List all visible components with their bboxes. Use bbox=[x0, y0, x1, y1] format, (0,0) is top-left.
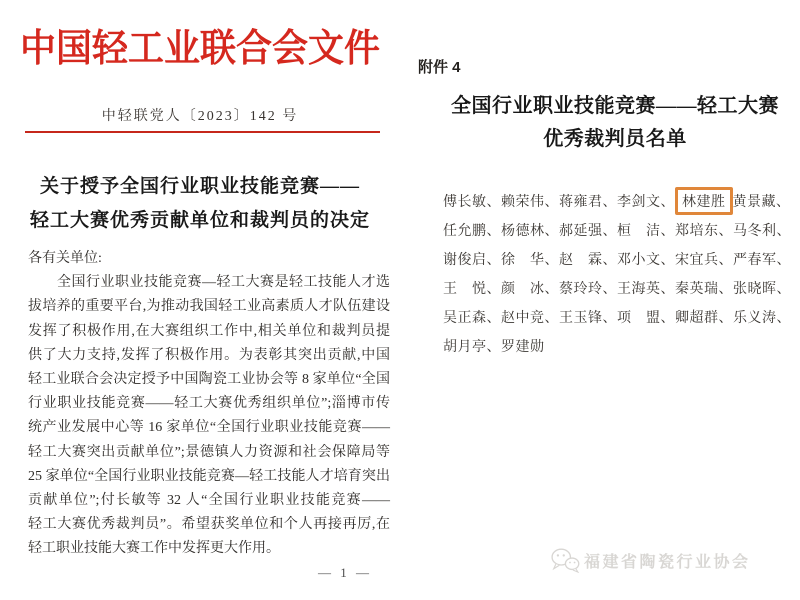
attachment-title bbox=[435, 90, 795, 156]
judge-name: 任允鹏、 bbox=[443, 223, 501, 239]
judge-name-row bbox=[443, 331, 790, 360]
judge-name: 蒋雍君、 bbox=[559, 194, 617, 210]
judge-name: 严春军、 bbox=[733, 252, 791, 268]
document-title-line1: 关于授予全国行业职业技能竞赛—— bbox=[39, 176, 360, 197]
wechat-icon bbox=[550, 547, 580, 573]
judge-name-row bbox=[443, 273, 790, 302]
judge-name: 秦英瑞、 bbox=[675, 281, 733, 297]
document-title-line2: 轻工大赛优秀贡献单位和裁判员的决定 bbox=[29, 210, 370, 231]
red-divider-line bbox=[25, 131, 380, 133]
document-title bbox=[10, 170, 390, 238]
judge-name: 王 悦、 bbox=[443, 281, 501, 297]
document-reference-number: 中轻联党人〔2023〕142 号 bbox=[101, 109, 299, 124]
judge-name: 蔡玲玲、 bbox=[559, 281, 617, 297]
body-text-line: 供了大力支持,发挥了积极作用。为表彰其突出贡献,中国 bbox=[28, 347, 390, 363]
judge-name: 黄景藏、 bbox=[732, 194, 791, 210]
body-text-line: 行业职业技能竞赛——轻工大赛优秀组织单位”;淄博市传 bbox=[28, 396, 390, 412]
attachment-title-line1: 全国行业职业技能竞赛——轻工大赛 bbox=[451, 95, 779, 117]
document-page-right bbox=[400, 0, 800, 600]
judge-name: 吴正森、 bbox=[443, 310, 501, 326]
judge-name: 谢俊启、 bbox=[443, 252, 501, 268]
judges-name-list bbox=[443, 186, 790, 360]
document-body bbox=[28, 247, 390, 562]
judge-name: 王海英、 bbox=[617, 281, 675, 297]
body-text-line: 轻工职业技能大赛工作中发挥更大作用。 bbox=[28, 541, 280, 557]
judge-name: 马冬利、 bbox=[733, 223, 791, 239]
body-text-line: 25 家单位“全国行业职业技能竞赛—轻工技能人才培育突出 bbox=[28, 468, 390, 484]
highlighted-judge-name: 林建胜 bbox=[675, 187, 733, 215]
judge-name: 杨德林、 bbox=[501, 223, 559, 239]
watermark-text: 福建省陶瓷行业协会 bbox=[584, 553, 751, 571]
body-text-line: 贡献单位”;付长敏等 32 人“全国行业职业技能竞赛—— bbox=[28, 493, 390, 509]
body-text-line: 轻工业联合会决定授予中国陶瓷工业协会等 8 家单位“全国 bbox=[28, 372, 390, 388]
judge-name: 张晓晖、 bbox=[733, 281, 791, 297]
body-text-line: 发挥了积极作用,在大赛组织工作中,相关单位和裁判员提 bbox=[28, 323, 390, 339]
judge-name: 徐 华、 bbox=[501, 252, 559, 268]
judge-name: 傅长敏、 bbox=[443, 194, 501, 210]
judge-name: 颜 冰、 bbox=[501, 281, 559, 297]
judge-name: 赵 霖、 bbox=[559, 252, 617, 268]
body-text-line: 全国行业职业技能竞赛—轻工大赛是轻工技能人才选 bbox=[28, 275, 390, 291]
attachment-title-line2: 优秀裁判员名单 bbox=[543, 128, 687, 150]
document-header-title: 中国轻工业联合会文件 bbox=[19, 26, 380, 70]
body-text-line: 各有关单位: bbox=[28, 251, 102, 266]
judge-name-row bbox=[443, 244, 790, 273]
page-number: — 1 — bbox=[318, 565, 372, 580]
judge-name: 宋宜兵、 bbox=[675, 252, 733, 268]
judge-name: 项 盟、 bbox=[617, 310, 675, 326]
judge-name: 桓 洁、 bbox=[617, 223, 675, 239]
judge-name: 赵中竞、 bbox=[501, 310, 559, 326]
body-text-line: 轻工大赛优秀裁判员”。希望获奖单位和个人再接再厉,在 bbox=[28, 517, 390, 533]
judge-name: 乐义涛、 bbox=[733, 310, 791, 326]
judge-name-row bbox=[443, 186, 790, 215]
judge-name: 李剑文、 bbox=[617, 194, 675, 210]
judge-name: 郑培东、 bbox=[675, 223, 733, 239]
judge-name: 胡月亭、 bbox=[443, 339, 501, 355]
judge-name: 赖荣伟、 bbox=[501, 194, 559, 210]
judge-name-row bbox=[443, 215, 790, 244]
body-text-line: 统产业发展中心等 16 家单位“全国行业职业技能竞赛—— bbox=[28, 420, 390, 436]
body-text-line: 拔培养的重要平台,为推动我国轻工业高素质人才队伍建设 bbox=[28, 299, 390, 315]
body-text-line: 轻工大赛突出贡献单位”;景德镇人力资源和社会保障局等 bbox=[28, 444, 390, 460]
watermark bbox=[550, 547, 751, 573]
judge-name: 卿超群、 bbox=[675, 310, 733, 326]
judge-name: 邓小文、 bbox=[617, 252, 675, 268]
judge-name: 王玉锋、 bbox=[559, 310, 617, 326]
judge-name: 郝延强、 bbox=[559, 223, 617, 239]
judge-name-row bbox=[443, 302, 790, 331]
attachment-label: 附件 4 bbox=[418, 59, 461, 76]
judge-name: 罗建勋 bbox=[501, 339, 545, 355]
